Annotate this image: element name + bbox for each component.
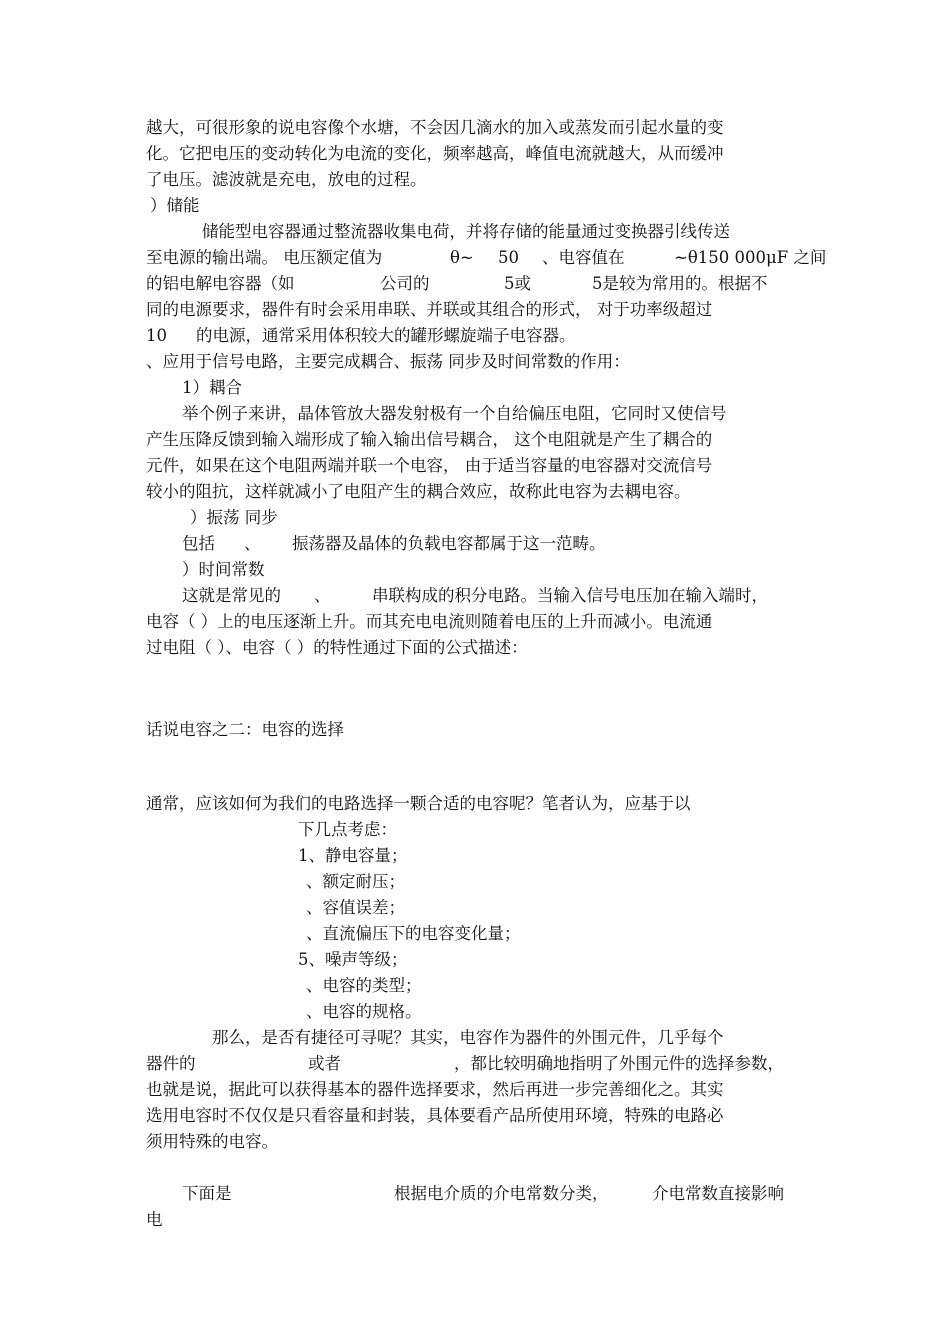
text-fragment: 、电容值在 (542, 248, 625, 267)
list-item: 、电容的类型； (306, 976, 422, 995)
text-line (146, 324, 806, 348)
text-fragment: 根据电介质的介电常数分类， (394, 1184, 609, 1203)
text-line: 元件，如果在这个电阻两端并联一个电容， 由于适当容量的电容器对交流信号 (146, 456, 713, 475)
text-line: 储能型电容器通过整流器收集电荷，并将存储的能量通过变换器引线传送 (202, 222, 730, 241)
text-fragment: 下面是 (182, 1184, 232, 1203)
text-line: 选用电容时不仅仅是只看容量和封装，具体要看产品所使用环境，特殊的电路必 (146, 1106, 724, 1125)
text-line: 须用特殊的电容。 (146, 1132, 278, 1151)
text-fragment: 器件的 (146, 1054, 196, 1073)
text-line (146, 272, 806, 296)
text-fragment: 的铝电解电容器（如 (146, 274, 295, 293)
text-line: 举个例子来讲，晶体管放大器发射极有一个自给偏压电阻，它同时又使信号 (182, 404, 727, 423)
text-line: 电 (146, 1210, 163, 1229)
text-line (182, 584, 812, 608)
text-line (182, 1182, 812, 1206)
text-fragment: ，都比较明确地指明了外围元件的选择参数， (454, 1054, 784, 1073)
text-fragment: 串联构成的积分电路。当输入信号电压加在输入端时， (372, 586, 768, 605)
text-line: 通常，应该如何为我们的电路选择一颗合适的电容呢？笔者认为，应基于以 (146, 794, 691, 813)
text-fragment: 10 (146, 326, 167, 345)
text-fragment: 介电常数直接影响 (652, 1184, 784, 1203)
heading-signal-circuit: 、应用于信号电路，主要完成耦合、振荡 同步及时间常数的作用： (146, 352, 630, 371)
text-line: 较小的阻抗，这样就减小了电阻产生的耦合效应，故称此电容为去耦电容。 (146, 482, 691, 501)
text-fragment: 公司的 (380, 274, 430, 293)
text-fragment: 50 (498, 248, 519, 267)
section-title: 话说电容之二：电容的选择 (146, 720, 344, 739)
text-fragment: 这就是常见的 (182, 586, 281, 605)
text-line: 了电压。滤波就是充电，放电的过程。 (146, 170, 427, 189)
text-fragment: 至电源的输出端。 电压额定值为 (146, 248, 383, 267)
text-line (146, 246, 827, 270)
text-fragment: θ~ (450, 248, 474, 267)
text-fragment: 包括 (182, 534, 215, 553)
text-line: 同的电源要求，器件有时会采用串联、并联或其组合的形式， 对于功率级超过 (146, 300, 713, 319)
text-fragment: 、 (244, 534, 261, 553)
text-fragment: 的电源，通常采用体积较大的罐形螺旋端子电容器。 (196, 326, 576, 345)
heading-time-constant: ）时间常数 (182, 560, 265, 579)
text-line: 也就是说，据此可以获得基本的器件选择要求，然后再进一步完善细化之。其实 (146, 1080, 724, 1099)
text-line: 产生压降反馈到输入端形成了输入输出信号耦合， 这个电阻就是产生了耦合的 (146, 430, 713, 449)
text-line: 化。它把电压的变动转化为电流的变化，频率越高，峰值电流就越大，从而缓冲 (146, 144, 724, 163)
text-fragment: 振荡器及晶体的负载电容都属于这一范畴。 (292, 534, 606, 553)
text-line: 过电阻（ ）、电容（ ）的特性通过下面的公式描述： (146, 638, 528, 657)
text-fragment: 或者 (308, 1054, 341, 1073)
text-fragment: 、 (314, 586, 331, 605)
list-item: 5、噪声等级； (298, 950, 408, 969)
text-line: 越大，可很形象的说电容像个水塘，不会因几滴水的加入或蒸发而引起水量的变 (146, 118, 724, 137)
list-item: 、额定耐压； (306, 872, 405, 891)
text-fragment: ~θ150 000μF 之间 (674, 248, 827, 267)
heading-coupling: 1）耦合 (182, 378, 242, 397)
text-line: 下几点考虑： (298, 820, 397, 839)
list-item: 、电容的规格。 (306, 1002, 422, 1021)
list-item: 1、静电容量； (298, 846, 408, 865)
text-line (146, 1052, 806, 1076)
text-line (182, 532, 782, 556)
heading-storage: ）储能 (150, 196, 200, 215)
heading-oscillation: ）振荡 同步 (190, 508, 278, 527)
list-item: 、容值误差； (306, 898, 405, 917)
list-item: 、直流偏压下的电容变化量； (306, 924, 521, 943)
text-line: 电容（ ）上的电压逐渐上升。而其充电电流则随着电压的上升而减小。电流通 (146, 612, 713, 631)
text-fragment: 5或 (504, 274, 531, 293)
text-line: 那么，是否有捷径可寻呢？其实，电容作为器件的外围元件，几乎每个 (212, 1028, 724, 1047)
text-fragment: 5是较为常用的。根据不 (592, 274, 768, 293)
